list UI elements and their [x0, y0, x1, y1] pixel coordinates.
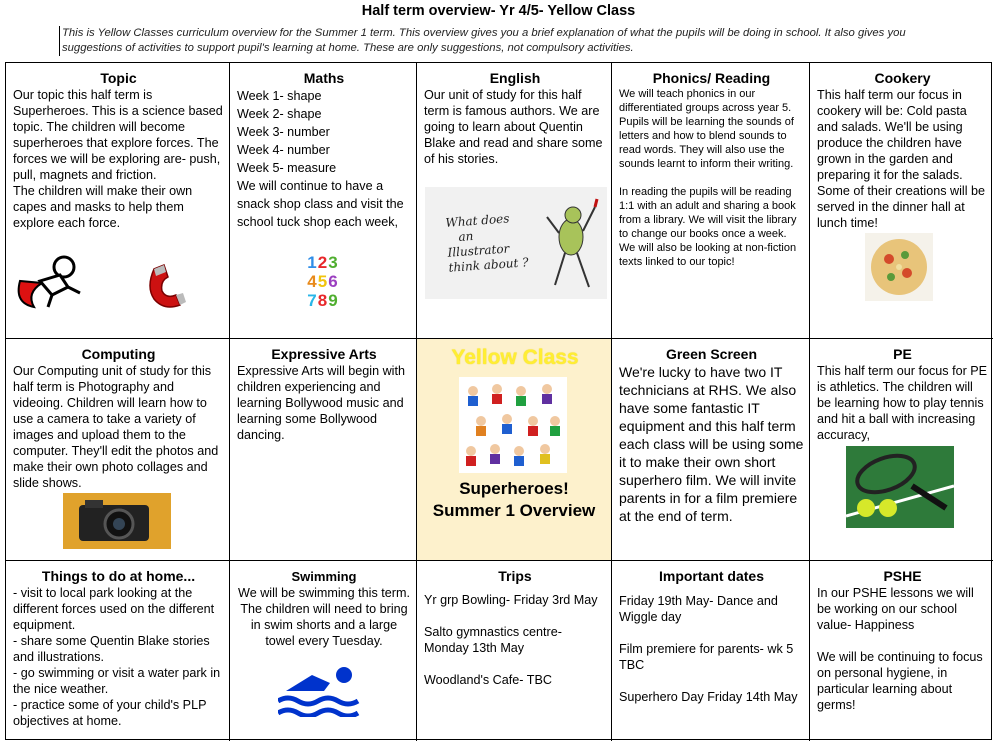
date-item-2: Film premiere for parents- wk 5 TBC [619, 642, 794, 672]
trips-cell [417, 561, 612, 741]
home-text: - visit to local park looking at the different forces used on the different equipment. - share some Quentin Blake stories and illustrations. - go swimming or visit a water park in the nice weather. - practice some of your child's PLP objectives at home. [13, 586, 221, 728]
maths-week-5: Week 5- measure [237, 161, 337, 175]
intro-text: This is Yellow Classes curriculum overview for the Summer 1 term. This overview gives you a brief explanation of what the pupils will be doing in school. It also gives you suggestions of activities to support pupil's learning at home. These are only suggestions, not compulsory activities. [59, 26, 939, 56]
magnet-icon [144, 259, 196, 311]
green-screen-text: We're lucky to have two IT technicians at RHS. We also have some fantastic IT equipment and this half term each class will be using some it to make their own short superhero film. We will invite parents in for a film premiere at the end of term. [619, 364, 804, 524]
dates-list [619, 593, 804, 705]
superhero-icon [12, 253, 88, 311]
computing-heading: Computing [81, 346, 156, 362]
date-item-3: Superhero Day Friday 14th May [619, 690, 798, 704]
phonics-text: We will teach phonics in our differentiated groups across year 5. Pupils will be learning the sounds of letters and how to blend sounds to read words. They will also use the sounds learnt to inform their writing. In reading the pupils will be reading 1:1 with an adult and sharing a book from a library. We will visit the library to change our books once a week. We will also be looking at non-fiction texts linked to our topic! [619, 88, 797, 268]
trip-item-2: Salto gymnastics centre- Monday 13th May [424, 625, 562, 655]
trip-item-3: Woodland's Cafe- TBC [424, 673, 552, 687]
english-heading: English [489, 70, 541, 86]
topic-heading: Topic [100, 70, 137, 86]
dates-heading: Important dates [658, 568, 764, 584]
pe-cell [810, 339, 993, 561]
pe-heading: PE [893, 346, 912, 362]
phonics-heading: Phonics/ Reading [652, 70, 771, 86]
centre-title: Yellow Class [451, 346, 579, 369]
pshe-text: In our PSHE lessons we will be working on our school value- Happiness We will be continuing to focus on personal hygiene, in particular learning about germs! [817, 586, 983, 712]
quentin-blake-illustration: What does an Illustrator think about ? [425, 187, 607, 299]
superheroes-group-icon [459, 377, 567, 473]
pshe-cell [810, 561, 993, 741]
maths-week-2: Week 2- shape [237, 107, 322, 121]
swimming-heading: Swimming [291, 569, 357, 584]
swimming-text: We will be swimming this term. The children will need to bring in swim shorts and a large towel every Tuesday. [238, 586, 410, 648]
green-screen-cell [612, 339, 810, 561]
pasta-salad-photo [865, 233, 933, 301]
dates-cell [612, 561, 810, 741]
home-heading: Things to do at home... [41, 568, 196, 584]
maths-heading: Maths [303, 70, 345, 86]
topic-cell [6, 63, 230, 339]
phonics-cell [612, 63, 810, 339]
maths-week-3: Week 3- number [237, 125, 330, 139]
english-text: Our unit of study for this half term is famous authors. We are going to learn about Quentin Blake and read and share some of his stories. [424, 88, 603, 166]
swimming-cell [230, 561, 417, 741]
date-item-1: Friday 19th May- Dance and Wiggle day [619, 594, 778, 624]
centre-cell [417, 339, 612, 561]
green-screen-heading: Green Screen [665, 346, 758, 362]
numbers-icon: 123 456 789 [307, 253, 339, 310]
expressive-arts-cell [230, 339, 417, 561]
cookery-text: This half term our focus in cookery will be: Cold pasta and salads. We'll be using produce the children have grown in the garden and preparing it for the salads. Some of their creations will be served in the dinner hall at lunch time! [817, 88, 985, 230]
maths-week-list [237, 87, 411, 177]
pe-text: This half term our focus for PE is athletics. The children will be learning how to play tennis and hit a ball with increasing accuracy, [817, 364, 988, 442]
centre-subtitle: Superheroes! Summer 1 Overview [432, 479, 596, 520]
overview-grid [5, 62, 992, 740]
tennis-photo [846, 446, 954, 528]
expressive-arts-text: Expressive Arts will begin with children experiencing and learning Bollywood music and learning some Bollywood dancing. [237, 364, 405, 442]
maths-cell [230, 63, 417, 339]
computing-cell [6, 339, 230, 561]
document-title: Half term overview- Yr 4/5- Yellow Class [361, 3, 636, 19]
maths-week-4: Week 4- number [237, 143, 330, 157]
home-cell [6, 561, 230, 741]
pshe-heading: PSHE [883, 568, 922, 584]
trip-item-1: Yr grp Bowling- Friday 3rd May [424, 593, 598, 607]
trips-heading: Trips [498, 568, 532, 584]
cookery-cell [810, 63, 993, 339]
cookery-heading: Cookery [874, 70, 931, 86]
maths-text: We will continue to have a snack shop class and visit the school tuck shop each week, [237, 179, 404, 229]
english-cell [417, 63, 612, 339]
maths-week-1: Week 1- shape [237, 89, 322, 103]
computing-text: Our Computing unit of study for this half term is Photography and videoing. Children will learn how to use a camera to take a variety of images and upload them to the computer. They'll edit the photos and make their own photo collages and slide shows. [13, 364, 219, 490]
camera-photo [63, 493, 171, 549]
swimmer-icon [278, 661, 360, 717]
expressive-arts-heading: Expressive Arts [271, 346, 377, 362]
trips-list [424, 592, 606, 688]
topic-text: Our topic this half term is Superheroes. This is a science based topic. The children will become superheroes that explore forces. The forces we will be exploring are- push, pull, magnets and friction. The children will make their own capes and masks to help them explore each force. [13, 88, 223, 230]
